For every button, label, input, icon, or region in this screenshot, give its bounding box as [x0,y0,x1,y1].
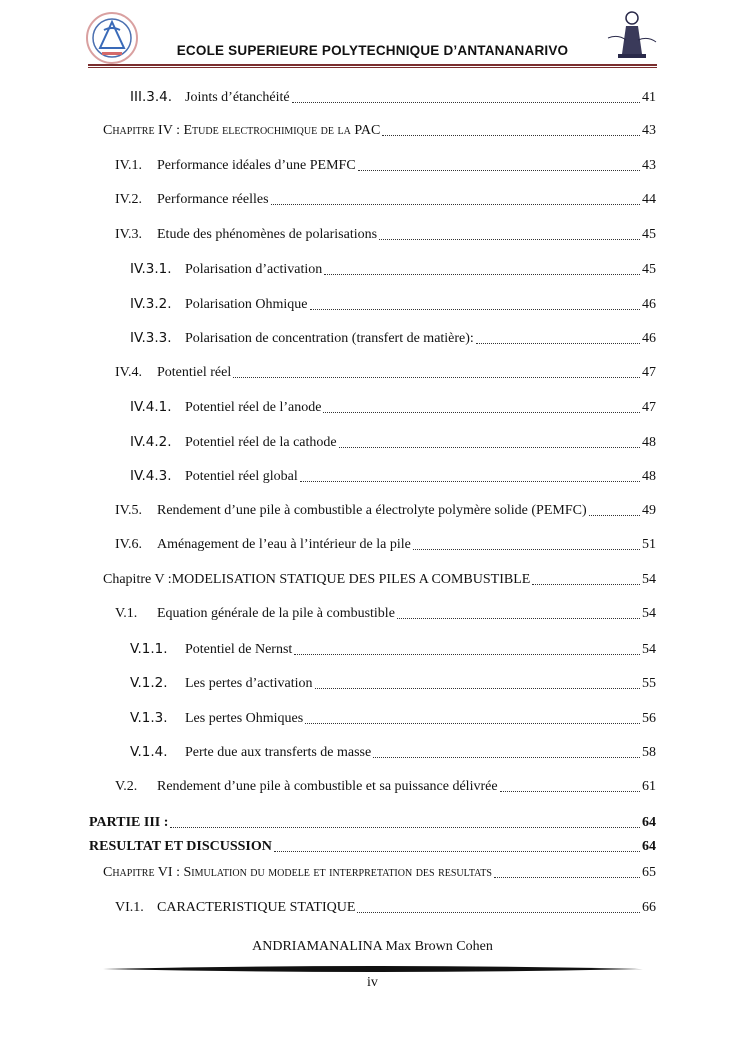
toc-entry-number: IV.5. [115,503,142,518]
toc-entry-title: Chapitre IV : Etude electrochimique de la PAC [103,123,381,138]
toc-entry-title: Polarisation d’activation [185,262,323,277]
toc-entry-title: Potentiel de Nernst [185,642,293,657]
dot-leader [373,757,640,758]
toc-entry-number: IV.3.3. [130,330,172,346]
toc-entry-page: 47 [642,400,656,415]
toc-chapter-entry[interactable] [103,864,656,882]
toc-chapter-entry[interactable] [103,122,656,140]
toc-entry-page: 56 [642,711,656,726]
toc-entry-title: Perte due aux transferts de masse [185,745,372,760]
toc-entry-number: V.1.2. [130,675,168,691]
toc-entry[interactable] [130,329,656,348]
toc-entry-title: RESULTAT ET DISCUSSION [89,839,272,854]
toc-entry[interactable] [115,191,656,209]
toc-entry-page: 51 [642,537,656,552]
toc-entry-number: IV.4.1. [130,399,172,415]
toc-entry-title: Polarisation Ohmique [185,297,308,312]
toc-entry-number: IV.4.2. [130,434,172,450]
toc-entry-page: 65 [642,865,656,880]
toc-entry-number: V.1.3. [130,710,168,726]
toc-entry-title: Joints d’étanchéité [185,90,290,105]
dot-leader [300,481,640,482]
toc-entry[interactable] [115,899,656,917]
toc-entry-title: Performance idéales d’une PEMFC [157,158,356,173]
toc-entry[interactable] [130,709,656,728]
toc-chapter-entry[interactable] [103,571,656,589]
toc-entry[interactable] [130,295,656,314]
toc-entry[interactable] [130,640,656,659]
dot-leader [294,654,640,655]
toc-entry-page: 43 [642,123,656,138]
toc-entry-number: IV.4. [115,365,142,380]
toc-entry[interactable] [115,778,656,796]
dot-leader [397,618,640,619]
toc-entry-page: 45 [642,262,656,277]
toc-entry-number: IV.2. [115,192,142,207]
toc-entry-page: 44 [642,192,656,207]
toc-entry[interactable] [130,467,656,486]
toc-entry-page: 45 [642,227,656,242]
toc-entry-title: Aménagement de l’eau à l’intérieur de la pile [157,537,411,552]
dot-leader [589,515,640,516]
toc-entry-title: Les pertes Ohmiques [185,711,304,726]
toc-entry-title: Equation générale de la pile à combustible [157,606,395,621]
toc-entry[interactable] [130,260,656,279]
toc-entry-page: 46 [642,297,656,312]
toc-entry-title: Potentiel réel de la cathode [185,435,337,450]
dot-leader [271,204,640,205]
toc-entry-page: 46 [642,331,656,346]
toc-entry-page: 48 [642,469,656,484]
toc-entry[interactable] [130,743,656,762]
toc-entry-page: 66 [642,900,656,915]
toc-entry-number: V.1. [115,606,138,621]
toc-entry-number: IV.3.2. [130,296,172,312]
dot-leader [274,851,640,852]
toc-entry-page: 43 [642,158,656,173]
toc-entry[interactable] [130,398,656,417]
toc-entry-number: IV.4.3. [130,468,172,484]
dot-leader [324,274,640,275]
toc-entry-page: 64 [642,839,656,854]
toc-entry-title: Potentiel réel global [185,469,298,484]
toc-entry-number: IV.3.1. [130,261,172,277]
dot-leader [170,827,640,828]
dot-leader [500,791,640,792]
toc-entry-number: V.1.1. [130,641,168,657]
toc-entry-page: 47 [642,365,656,380]
dot-leader [315,688,640,689]
page-number: iv [367,975,378,990]
toc-entry-page: 54 [642,572,656,587]
toc-entry[interactable] [115,226,656,244]
toc-entry-page: 48 [642,435,656,450]
toc-entry-page: 64 [642,815,656,830]
toc-entry[interactable] [115,536,656,554]
toc-entry-number: III.3.4. [130,89,172,105]
dot-leader [476,343,640,344]
toc-entry[interactable] [130,433,656,452]
toc-part-entry[interactable] [89,814,656,832]
toc-entry-page: 61 [642,779,656,794]
toc-entry-page: 54 [642,606,656,621]
toc-entry-title: CARACTERISTIQUE STATIQUE [157,900,356,915]
toc-entry-page: 54 [642,642,656,657]
toc-entry[interactable] [130,88,656,107]
toc-entry-number: VI.1. [115,900,144,915]
toc-entry-page: 41 [642,90,656,105]
toc-entry-title: Les pertes d’activation [185,676,313,691]
toc-entry-number: IV.6. [115,537,142,552]
dot-leader [233,377,640,378]
dot-leader [379,239,640,240]
dot-leader [494,877,640,878]
author-name-footer: ANDRIAMANALINA Max Brown Cohen [252,939,493,954]
toc-entry[interactable] [115,157,656,175]
footer-divider [103,962,643,976]
toc-entry[interactable] [115,364,656,382]
dot-leader [532,584,640,585]
toc-entry-page: 58 [642,745,656,760]
toc-entry-number: IV.1. [115,158,142,173]
dot-leader [310,309,641,310]
dot-leader [339,447,640,448]
toc-entry-number: IV.3. [115,227,142,242]
toc-entry[interactable] [115,605,656,623]
toc-entry-title: Potentiel réel de l’anode [185,400,322,415]
toc-entry[interactable] [115,502,656,520]
toc-part-entry[interactable] [89,838,656,856]
toc-entry-title: Chapitre VI : Simulation du modele et interpretation des resultats [103,865,492,880]
dot-leader [382,135,640,136]
dot-leader [305,723,640,724]
dot-leader [323,412,640,413]
toc-entry-title: PARTIE III : [89,815,169,830]
toc-entry-number: V.1.4. [130,744,168,760]
toc-entry-title: Chapitre V :MODELISATION STATIQUE DES PILES A COMBUSTIBLE [103,572,531,587]
toc-entry-title: Etude des phénomènes de polarisations [157,227,378,242]
dot-leader [292,102,640,103]
dot-leader [357,912,640,913]
toc-entry[interactable] [130,674,656,693]
dot-leader [413,549,640,550]
toc-entry-page: 49 [642,503,656,518]
toc-entry-title: Rendement d’une pile à combustible et sa puissance délivrée [157,779,498,794]
toc-entry-number: V.2. [115,779,138,794]
toc-entry-title: Performance réelles [157,192,269,207]
dot-leader [358,170,640,171]
toc-entry-title: Polarisation de concentration (transfert de matière): [185,331,474,346]
toc-entry-title: Rendement d’une pile à combustible a électrolyte polymère solide (PEMFC) [157,503,587,518]
school-name-header: ECOLE SUPERIEURE POLYTECHNIQUE D’ANTANANARIVO [176,43,569,58]
toc-entry-title: Potentiel réel [157,365,232,380]
toc-entry-page: 55 [642,676,656,691]
